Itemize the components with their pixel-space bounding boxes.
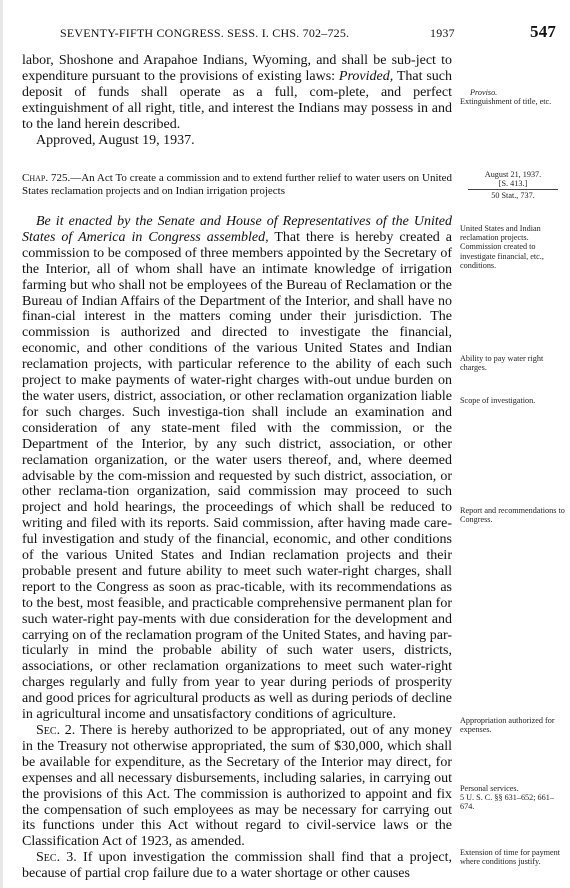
margin-note-projects <box>460 224 566 270</box>
margin-note-appropriation <box>460 716 566 734</box>
page-number: 547 <box>530 22 557 41</box>
top-paragraph <box>22 53 452 133</box>
enacting-text: That there is hereby created a commission to be composed of three members appointed by the Secretary of the Interior, all of whom shall have an intimate knowledge of irrigation farming but who shall not be employees of the Bureau of Reclamation or the Bureau of Indian Affairs of the Department of the Interior, and shall have no finan-cial interest in the matters coming under their jurisdiction. The commission is authorized and directed to investigate the financial, economic, and other conditions of the various United States and Indian reclamation projects, with particular reference to the ability of each such project to make payments of water-right charges with-out undue burden on the water users, district, association, or other reclamation organization liable for such charges. Such investiga-tion shall include an examination and consideration of any state-ment filed with the commission, or the Department of the Interior, by any such district, association, or other reclamation organization, or the water users thereof, and, where deemed advisable by the com-mission and requested by such district, association, or other reclama-tion organization, said commission may proceed to such project and hold hearings, the proceedings of which shall be reduced to writing and filed with its reports. Said commission, after having made care-ful investigation and study of the financial, economic, and other conditions of the various United States and Indian reclamation projects and their probable present and future ability to meet such water-right charges, shall report to the Congress as soon as prac-ticable, with its recommendations as to the best, most feasible, and practicable comprehensive permanent plan for such water-right pay-ments with due consideration for the development and carrying on of the reclamation program of the United States, and having par-ticularly in mind the probable ability of such water users, districts, associations, or other reclamation organizations to meet such water-right charges regularly and fully from year to year during periods of prosperity and good prices for agricultural products as well as during periods of decline in agricultural income and unsatisfactory conditions of agriculture. <box>22 229 452 723</box>
scope-note: Scope of investigation. <box>460 396 536 405</box>
section-3 <box>22 850 452 882</box>
approval-date: August 21, 1937. <box>484 170 542 179</box>
section-2 <box>22 723 452 850</box>
enacting-paragraph <box>22 214 452 723</box>
divider <box>468 189 558 190</box>
margin-note-report <box>460 506 566 524</box>
act-body <box>22 214 452 882</box>
margin-note-ability <box>460 354 566 372</box>
personal-services-note: Personal services. <box>460 784 519 793</box>
margin-note-scope <box>460 396 566 405</box>
enacting-clause: Be it enacted by the Senate and House of Representatives of the United States of America in Congress assembled, <box>22 214 452 245</box>
running-head-text: SEVENTY-FIFTH CONGRESS. SESS. I. CHS. 702–725. <box>60 26 350 40</box>
margin-note-personal <box>460 784 566 812</box>
provided-word: Provided, <box>338 68 394 84</box>
running-header <box>22 22 562 44</box>
usc-citation: 5 U. S. C. §§ 631–652; 661–674. <box>460 793 554 812</box>
commission-note: Commission created to investigate financial, etc., conditions. <box>460 242 544 270</box>
section-3-label: Sec. 3. <box>36 850 77 866</box>
top-paragraph-part-a: labor, Shoshone and Arapahoe Indians, Wyoming, and shall be sub-ject to expenditure pursuant to the provisions of existing laws: <box>22 53 452 84</box>
chapter-heading <box>22 172 452 197</box>
proviso-label: Proviso. <box>470 88 498 97</box>
header-year: 1937 <box>430 26 455 40</box>
appropriation-note: Appropriation authorized for expenses. <box>460 716 555 735</box>
section-3-text: If upon investigation the commission shall find that a project, because of partial crop failure due to a water shortage or other causes <box>22 850 453 882</box>
top-block <box>22 53 452 148</box>
projects-note: United States and Indian reclamation projects. <box>460 224 541 243</box>
approved-date: Approved, August 19, 1937. <box>36 132 195 148</box>
section-2-text: There is hereby authorized to be appropriated, out of any money in the Treasury not otherwise appropriated, the sum of $30,000, which shall be available for expenditure, as the Secretary of the Interior may direct, for expenses and all necessary disbursements, including salaries, in carrying out the provisions of this Act. The commission is authorized to appoint and fix the compensation of such employees as may be necessary for carrying out its functions under this Act without regard to civil-service laws or the Classification Act of 1923, as amended. <box>22 723 453 850</box>
section-2-label: Sec. 2. <box>36 723 76 738</box>
margin-note-dates <box>460 170 566 201</box>
margin-note-proviso <box>460 88 566 106</box>
chapter-title: —An Act To create a commission and to extend further relief to water users on United States reclamation projects and on Indian irrigation projects <box>22 172 452 197</box>
chapter-label: Chap. 725. <box>22 172 71 184</box>
extinguishment-note: Extinguishment of title, etc. <box>460 97 552 107</box>
statute-citation: 50 Stat., 737. <box>491 191 535 201</box>
margin-note-extension <box>460 848 566 866</box>
report-note: Report and recommendations to Congress. <box>460 506 565 525</box>
extension-note: Extension of time for payment where conditions justify. <box>460 848 561 867</box>
ability-note: Ability to pay water right charges. <box>460 354 544 373</box>
top-paragraph-part-b: That such deposit of funds shall operate as a full, com-plete, and perfect extinguishment of all right, title, and interest the Indians may possess in and to the land herein described. <box>22 68 452 132</box>
bill-number: [S. 413.] <box>498 179 528 189</box>
page-edge <box>0 0 3 888</box>
